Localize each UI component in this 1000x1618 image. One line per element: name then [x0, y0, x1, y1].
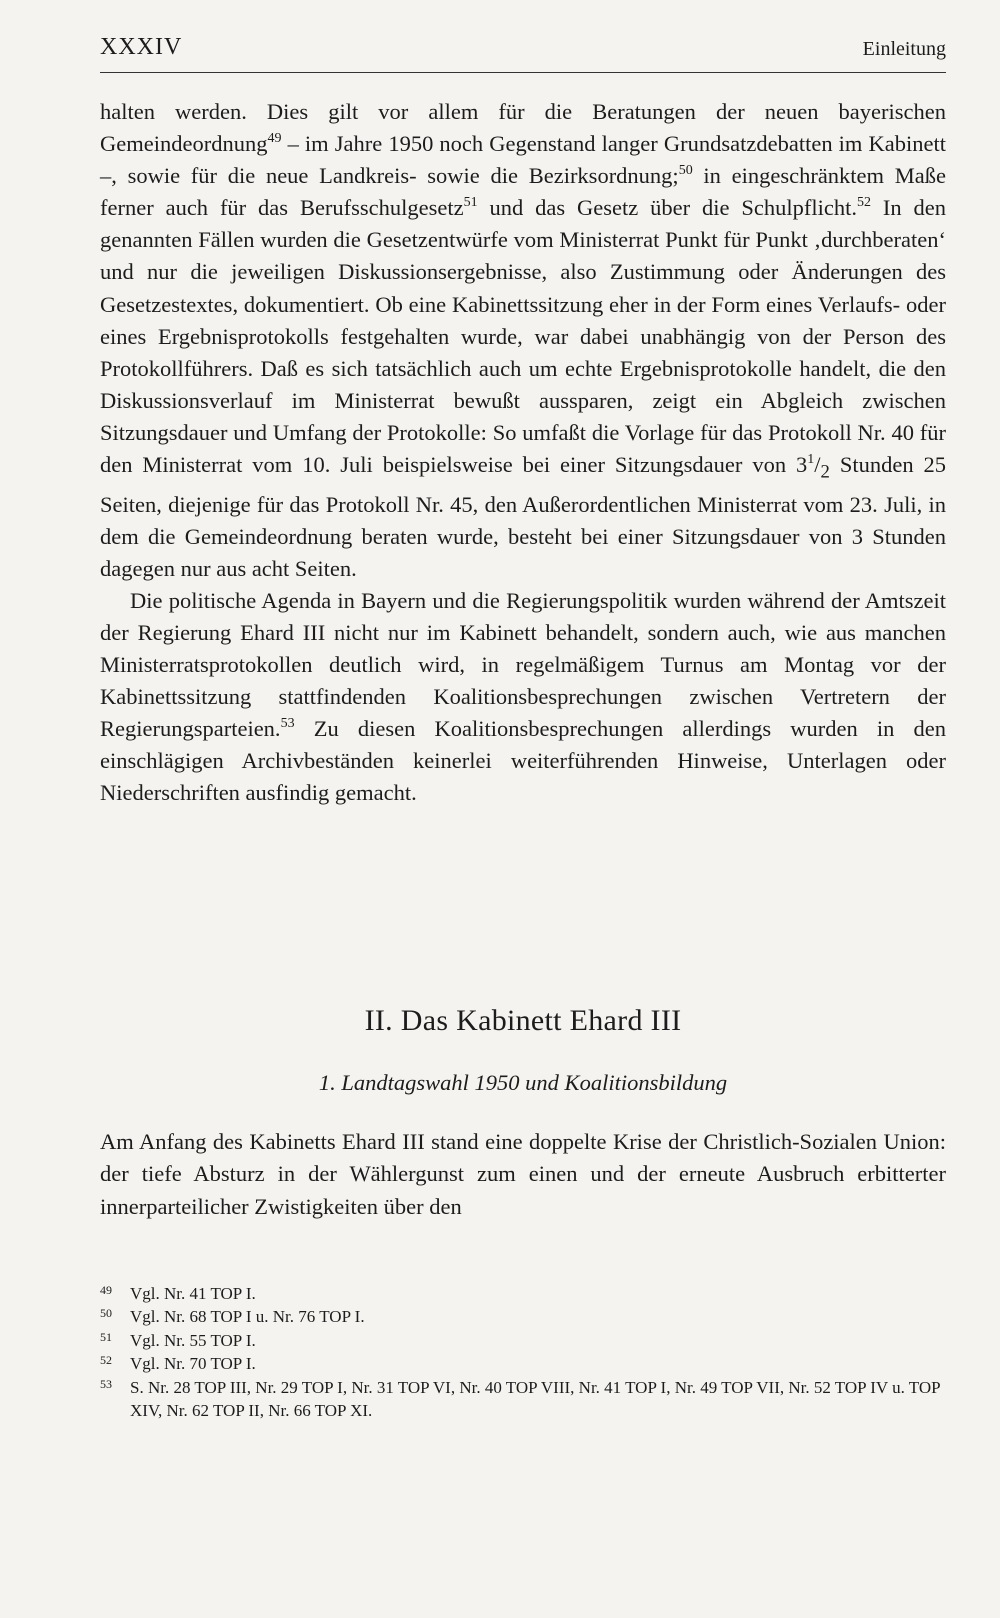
footnote [100, 1282, 946, 1305]
footnote [100, 1305, 946, 1328]
footnote-text: Vgl. Nr. 70 TOP I. [130, 1354, 256, 1374]
text-segment: Stunden 25 Seiten, diejenige für das Protokoll Nr. 45, den Außerordentlichen Ministerrat vom 23. Juli, in dem die Gemeindeordnung beraten wurde, besteht bei einer Sitzungsdauer von 3 Stunden dagegen nur aus acht Seiten. [100, 452, 946, 581]
footnote-ref-51: 51 [463, 194, 478, 210]
footnote [100, 1352, 946, 1375]
paragraph-3: Am Anfang des Kabinetts Ehard III stand eine doppelte Krise der Christlich-Sozialen Union: der tiefe Absturz in der Wählergunst zum einen und der erneute Ausbruch erbitterter innerparteilicher Zwistigkeiten über den [100, 1129, 946, 1219]
footnote-number: 50 [100, 1306, 112, 1321]
footnote-ref-49: 49 [267, 130, 282, 146]
footnote-ref-50: 50 [678, 162, 693, 178]
footnote-number: 53 [100, 1376, 112, 1391]
text-segment: und das Gesetz über die Schulpflicht. [477, 195, 857, 221]
fraction-denominator: 2 [820, 461, 830, 483]
footnote-text: S. Nr. 28 TOP III, Nr. 29 TOP I, Nr. 31 TOP VI, Nr. 40 TOP VIII, Nr. 41 TOP I, Nr. 49 TOP VII, Nr. 52 TOP IV u. TOP XIV, Nr. 62 TOP II, Nr. 66 TOP XI. [130, 1377, 940, 1421]
subsection-title: 1. Landtagswahl 1950 und Koalitionsbildung [318, 1070, 728, 1095]
paragraph-2 [100, 585, 946, 810]
fraction-numerator: 1 [807, 451, 815, 467]
footnote [100, 1329, 946, 1352]
text-segment: Zu diesen Koalitionsbesprechungen allerdings wurden in den einschlägigen Archivbeständen keinerlei weiterführenden Hinweise, Unterlagen oder Niederschriften ausfindig gemacht. [100, 716, 946, 806]
text-segment: In den genannten Fällen wurden die Gesetzentwürfe vom Ministerrat Punkt für Punkt ‚durchberaten‘ und nur die jeweiligen Diskussionsergebnisse, also Zustimmung oder Änderungen des Gesetzestextes, dokumentiert. Ob eine Kabinettssitzung eher in der Form eines Verlaufs- oder eines Ergebnisprotokolls festgehalten wurde, war dabei unabhängig von der Person des Protokollführers. Daß es sich tatsächlich auch um echte Ergebnisprotokolle handelt, die den Diskussionsverlauf im Ministerrat bewußt aussparen, zeigt ein Abgleich zwischen Sitzungsdauer und Umfang der Protokolle: So umfaßt die Vorlage für das Protokoll Nr. 40 für den Ministerrat vom 10. Juli beispielsweise bei einer Sitzungsdauer von 3 [100, 195, 946, 478]
text-segment: halten werden. Dies gilt vor allem für die Beratungen der neuen bayerischen Gemeindeordnung [100, 99, 946, 157]
section-title: II. Das Kabinett Ehard III [364, 1004, 682, 1037]
footnote [100, 1376, 946, 1423]
footnote-ref-52: 52 [856, 194, 871, 210]
footnotes [100, 1282, 946, 1422]
running-header [100, 34, 946, 73]
text-segment: – im Jahre 1950 noch Gegenstand langer Grundsatzdebatten im Kabinett –, sowie für die neue Landkreis- sowie die Bezirksordnung; [100, 131, 946, 189]
fraction-slash: / [814, 452, 821, 478]
text-segment: in eingeschränktem Maße ferner auch für das Berufsschulgesetz [100, 163, 946, 221]
body-text [100, 96, 946, 810]
footnote-ref-53: 53 [280, 715, 295, 731]
footnote-text: Vgl. Nr. 68 TOP I u. Nr. 76 TOP I. [130, 1307, 365, 1327]
page-number: XXXIV [100, 34, 183, 60]
running-header-title: Einleitung [862, 38, 946, 60]
footnote-text: Vgl. Nr. 55 TOP I. [130, 1330, 256, 1350]
body-text-continued [100, 1126, 946, 1223]
footnote-number: 52 [100, 1353, 112, 1368]
footnote-number: 51 [100, 1329, 112, 1344]
text-segment: Die politische Agenda in Bayern und die Regierungspolitik wurden während der Amtszeit der Regierung Ehard III nicht nur im Kabinett behandelt, sondern auch, wie aus manchen Ministerratsprotokollen deutlich wird, in regelmäßigem Turnus am Montag vor der Kabinettssitzung stattfindenden Koalitionsbesprechungen zwischen Vertretern der Regierungsparteien. [100, 587, 946, 742]
paragraph-1 [100, 96, 946, 585]
footnote-text: Vgl. Nr. 41 TOP I. [130, 1284, 256, 1303]
footnote-number: 49 [100, 1283, 112, 1297]
